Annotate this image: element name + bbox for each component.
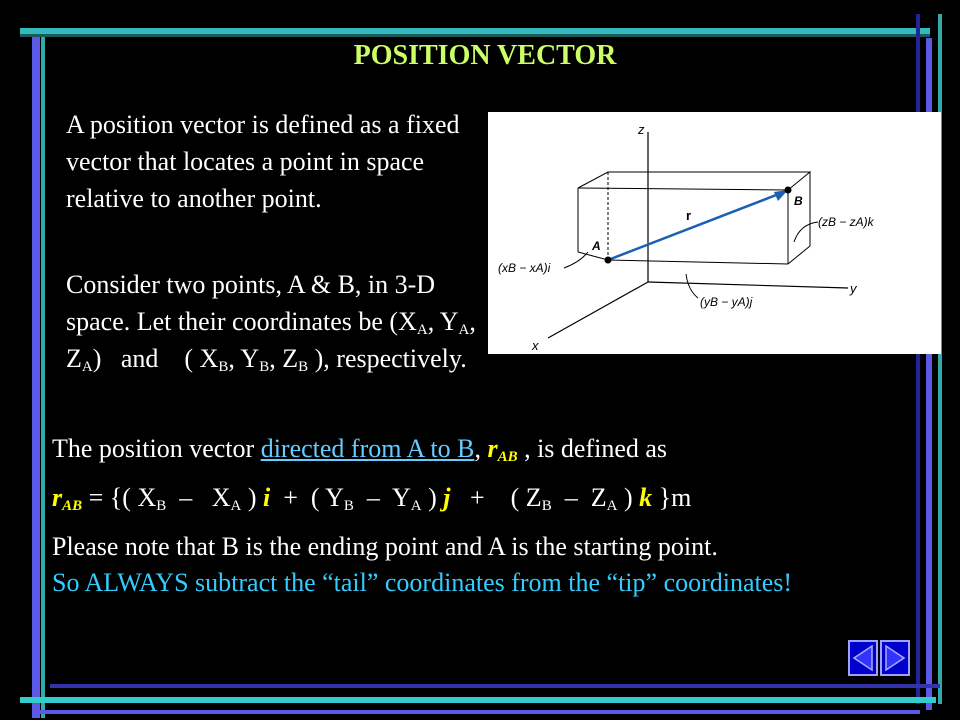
sub-b3: B <box>298 359 309 375</box>
axis-x-label: x <box>532 338 539 353</box>
definition-text: A position vector is defined as a fixed vector that locates a point in space relative to another point. <box>66 110 460 213</box>
definition-line <box>52 434 667 464</box>
point-a <box>605 257 612 264</box>
sub-a1: A <box>416 322 428 338</box>
line1-comma: , <box>474 434 488 463</box>
axis-y-label: y <box>850 281 857 296</box>
line1-prefix: The position vector <box>52 434 261 463</box>
eq-equals: = {( X <box>82 483 157 512</box>
y-component-arrow <box>686 274 698 298</box>
eq-sub-b1: B <box>156 498 167 514</box>
z-component-arrow <box>794 222 818 242</box>
eq-r-subscript: AB <box>62 498 83 514</box>
point-b-label: B <box>794 194 803 208</box>
x-axis <box>548 282 648 338</box>
line1-suffix: , is defined as <box>517 434 668 463</box>
next-slide-button[interactable] <box>880 640 910 676</box>
box-front-top <box>578 188 788 190</box>
axis-z-label: z <box>638 122 645 137</box>
frame-bottom-2 <box>20 697 936 703</box>
consider-prefix: Consider two points, A & B, in 3-D space. Let their coordinates be (X <box>66 270 436 336</box>
x-component-label: (xB − xA)i <box>498 261 551 275</box>
box-bottom-right <box>788 246 810 264</box>
point-a-label: A <box>592 239 601 253</box>
x-component-arrow <box>564 252 588 268</box>
frame-top-dark <box>20 34 930 37</box>
note-line-1: Please note that B is the ending point and A is the starting point. <box>52 532 718 561</box>
triangle-right-icon <box>882 642 908 674</box>
eq-r-symbol: r <box>52 483 63 512</box>
equation-line: $r_{AB}$ = {( $X_B - X_A$ ) i + ( $Y_B - Y_A$ ) j + ( $Z_B - Z_A$ ) k }m <box>52 483 692 514</box>
frame-bottom-1 <box>50 684 940 688</box>
box-bottom-left <box>578 252 608 260</box>
note-line-2: So ALWAYS subtract the “tail” coordinates from the “tip” coordinates! <box>52 568 793 597</box>
directed-link[interactable]: directed from A to B <box>260 434 475 463</box>
sub-b2: B <box>259 359 270 375</box>
r-subscript: AB <box>497 449 518 465</box>
frame-bottom-3 <box>40 710 920 714</box>
slide-title: POSITION VECTOR <box>353 40 617 71</box>
eq-sub-b2: B <box>343 498 354 514</box>
z-component-label: (zB − zA)k <box>818 215 874 229</box>
triangle-left-icon <box>850 642 876 674</box>
y-component-label: (yB − yA)j <box>700 295 753 309</box>
eq-sub-a1: A <box>230 498 242 514</box>
frame-left-outer <box>32 28 40 718</box>
consider-text: Consider two points, A & B, in 3-D space. Let their coordinates be ($X_A$, $Y_A$, $Z_A$) and ( $X_B$, $Y_B$, $Z_B$ ), respectively. <box>66 270 476 375</box>
sub-b1: B <box>218 359 229 375</box>
prev-slide-button[interactable] <box>848 640 878 676</box>
y-axis <box>648 282 848 288</box>
sub-a2: A <box>458 322 470 338</box>
vector-r <box>608 192 784 260</box>
respectively-text: ), respectively. <box>314 344 467 373</box>
r-symbol: r <box>487 434 498 463</box>
eq-unit: m <box>671 483 692 512</box>
sub-a3: A <box>81 359 93 375</box>
box-back-top <box>578 172 810 190</box>
eq-sub-b3: B <box>541 498 552 514</box>
eq-sub-a2: A <box>410 498 422 514</box>
eq-sub-a3: A <box>606 498 618 514</box>
point-b <box>785 187 792 194</box>
box-bottom-front <box>608 260 788 264</box>
vector-r-label: r <box>686 208 692 223</box>
position-vector-figure <box>488 112 941 354</box>
frame-left-inner <box>41 28 45 718</box>
